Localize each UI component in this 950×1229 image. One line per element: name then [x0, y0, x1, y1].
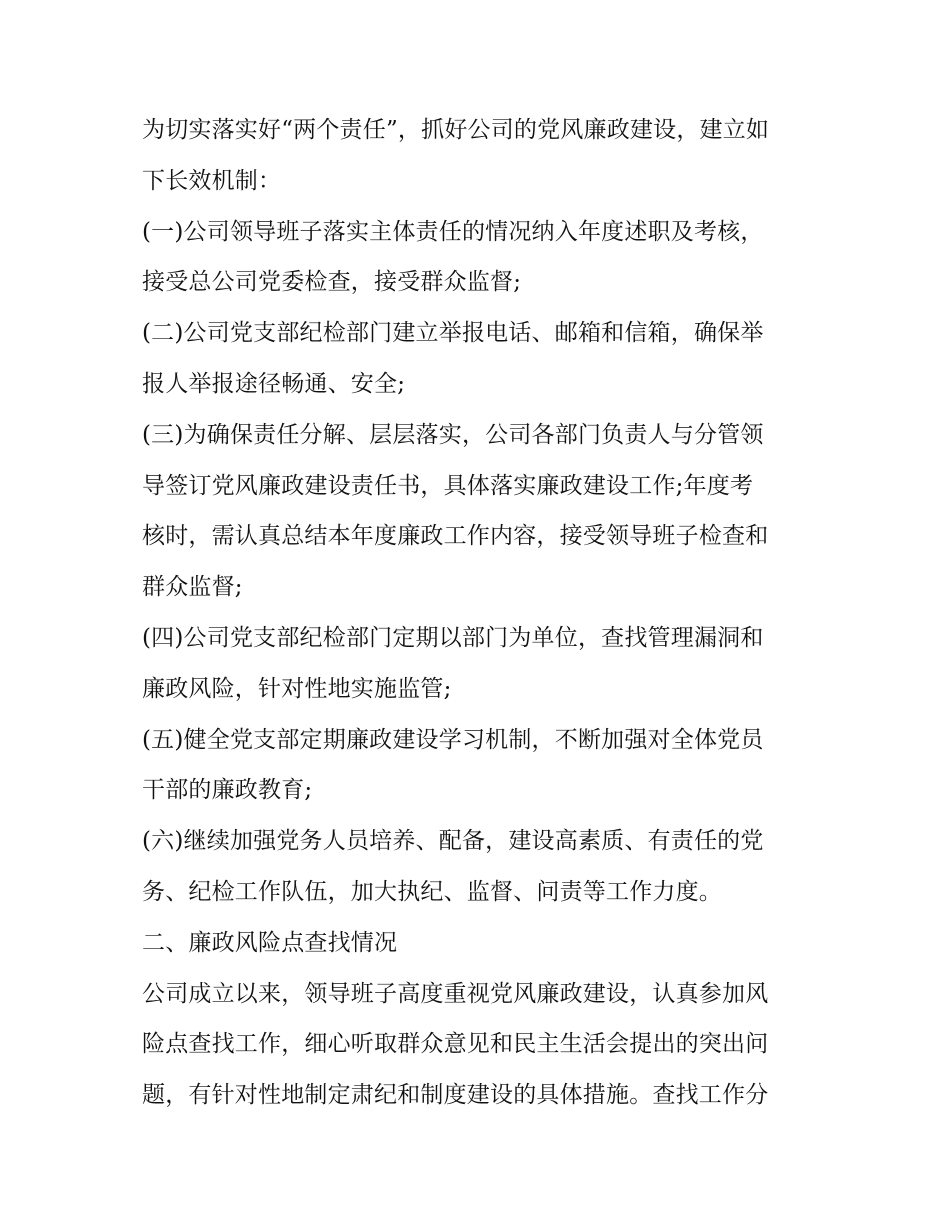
- text-line: 公司成立以来，领导班子高度重视党风廉政建设，认真参加风: [142, 980, 769, 1007]
- section-heading: 二、廉政风险点查找情况: [142, 929, 398, 956]
- text-line: 下长效机制：: [142, 167, 282, 194]
- text-line: (五)健全党支部定期廉政建设学习机制，不断加强对全体党员: [142, 726, 764, 753]
- text-line: (四)公司党支部纪检部门定期以部门为单位，查找管理漏洞和: [142, 624, 764, 651]
- text-line: 廉政风险，针对性地实施监管;: [142, 675, 452, 702]
- text-line: 群众监督;: [142, 574, 243, 601]
- text-line: (二)公司党支部纪检部门建立举报电话、邮箱和信箱，确保举: [142, 320, 764, 347]
- text-line: 务、纪检工作队伍，加大执纪、监督、问责等工作力度。: [142, 878, 722, 905]
- text-line: (六)继续加强党务人员培养、配备，建设高素质、有责任的党: [142, 828, 764, 855]
- text-line: 接受总公司党委检查，接受群众监督;: [142, 269, 522, 296]
- text-line: 为切实落实好“两个责任”，抓好公司的党风廉政建设，建立如: [142, 117, 770, 143]
- text-line: (一)公司领导班子落实主体责任的情况纳入年度述职及考核，: [142, 218, 764, 245]
- document-body: [142, 105, 814, 1121]
- text-line: (三)为确保责任分解、层层落实，公司各部门负责人与分管领: [142, 421, 764, 448]
- text-line: 导签订党风廉政建设责任书，具体落实廉政建设工作;年度考: [142, 472, 754, 499]
- text-line: 险点查找工作，细心听取群众意见和民主生活会提出的突出问: [142, 1031, 769, 1058]
- text-line: 报人举报途径畅通、安全;: [142, 370, 406, 397]
- text-line: 干部的廉政教育;: [142, 777, 313, 804]
- text-line: 核时，需认真总结本年度廉政工作内容，接受领导班子检查和: [142, 523, 769, 550]
- text-line: 题，有针对性地制定肃纪和制度建设的具体措施。查找工作分: [142, 1082, 769, 1109]
